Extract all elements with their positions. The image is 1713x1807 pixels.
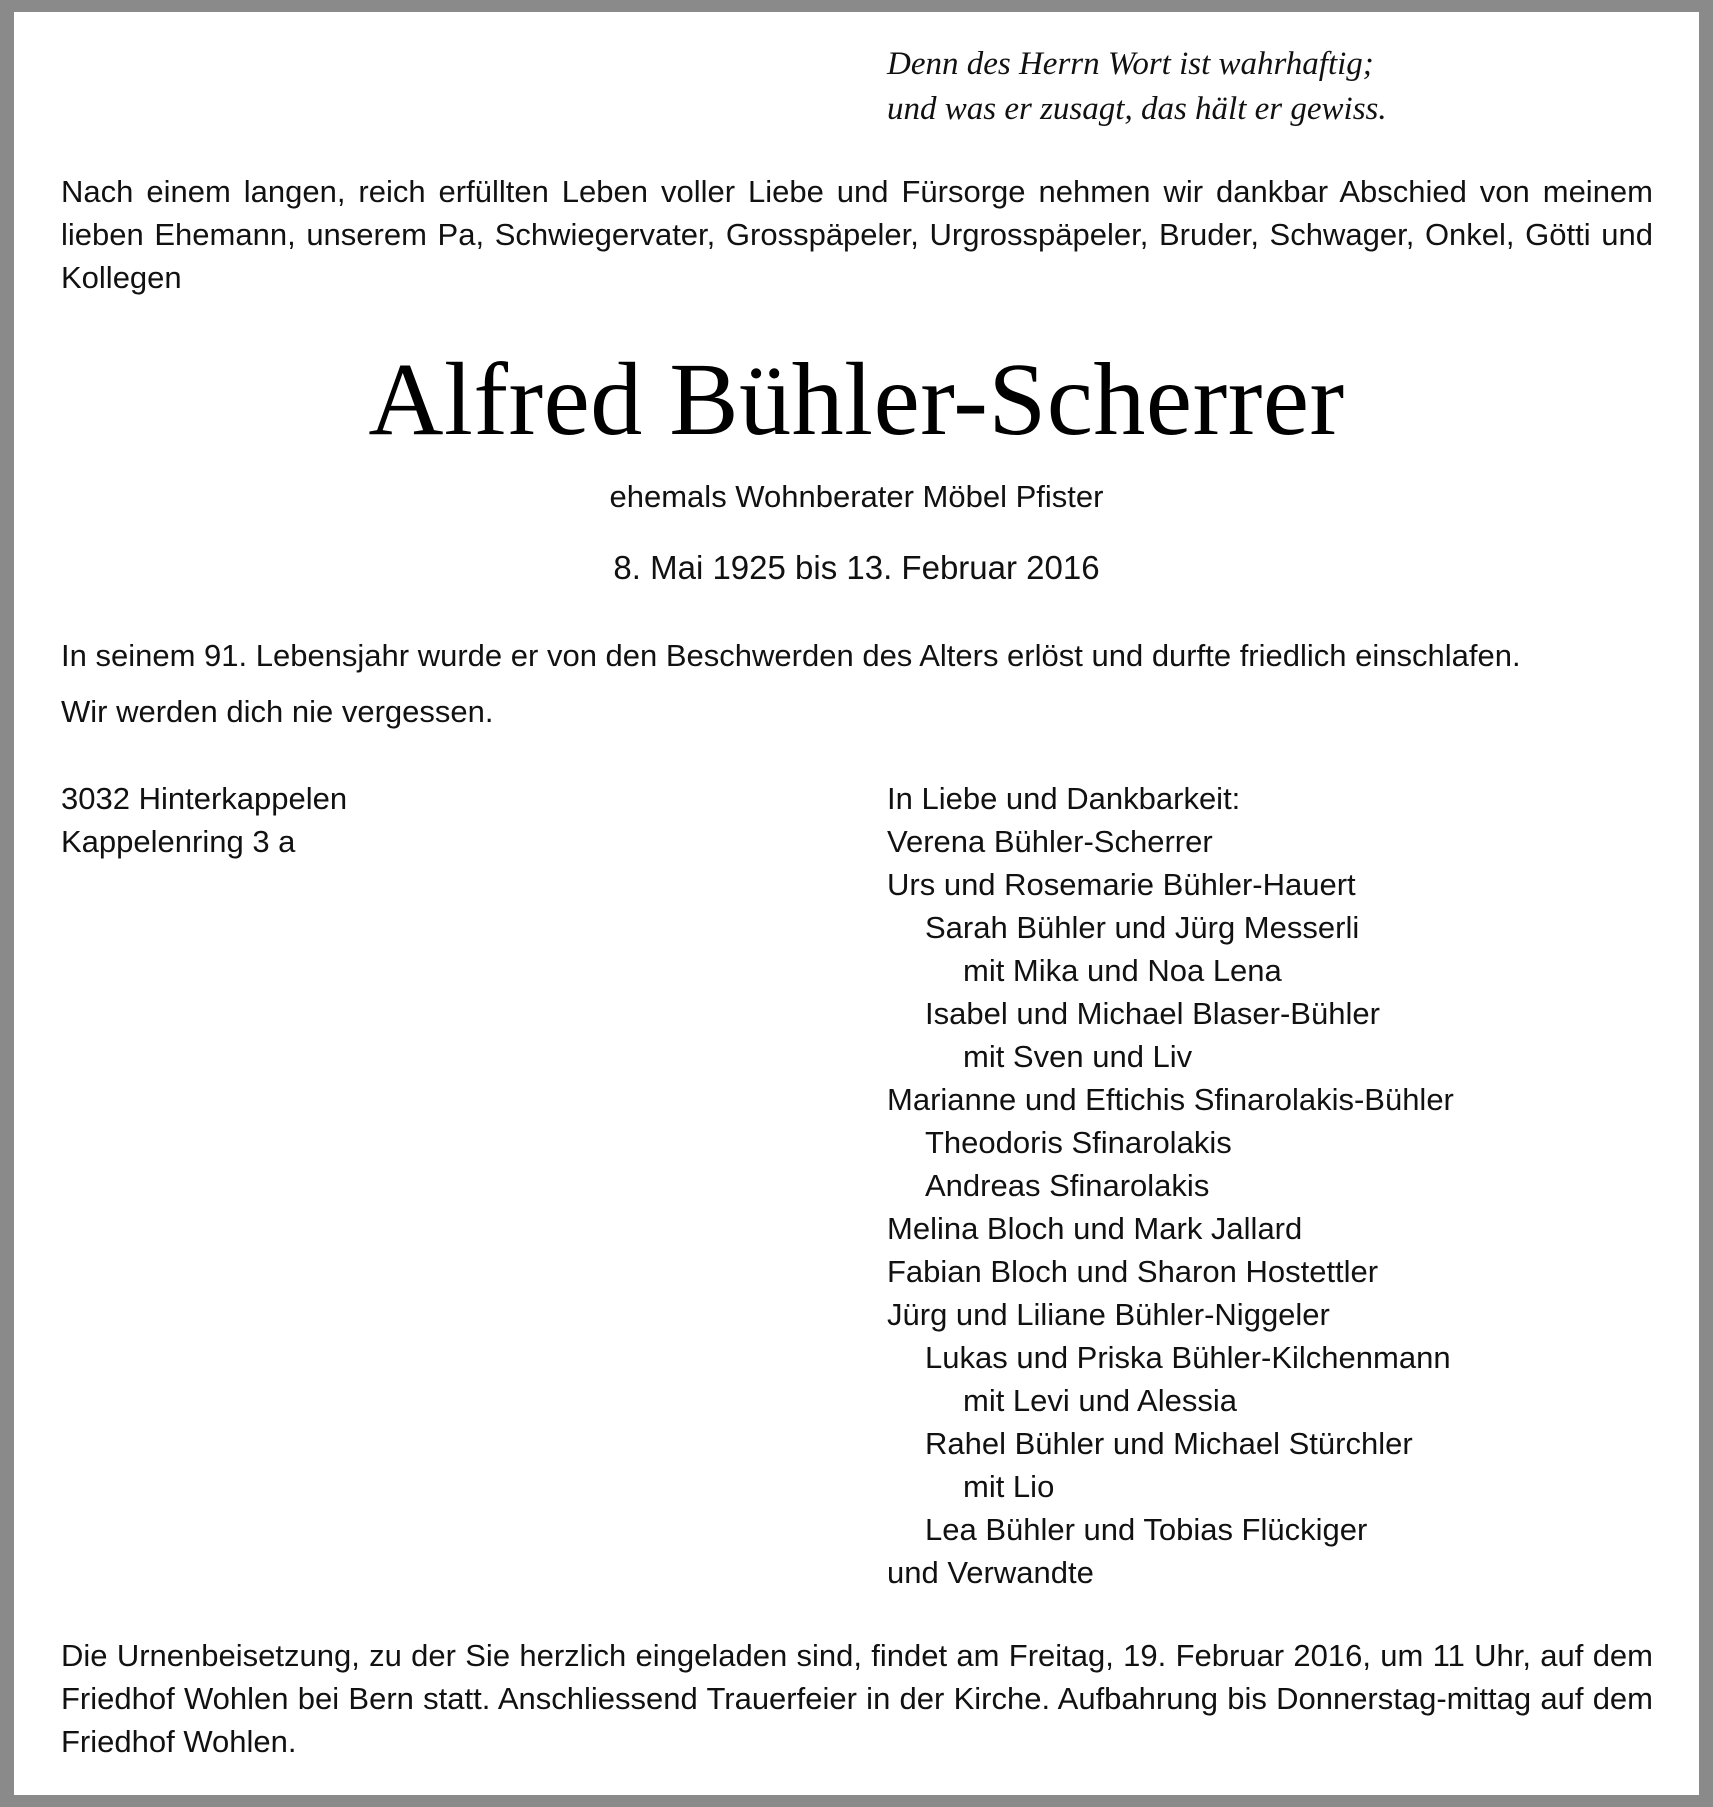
address-line: Kappelenring 3 a: [61, 824, 296, 859]
address-line: 3032 Hinterkappelen: [61, 781, 348, 816]
mourner-item: Theodoris Sfinarolakis: [925, 1125, 1232, 1160]
mourner-item: mit Levi und Alessia: [963, 1383, 1237, 1418]
mourner-item: Melina Bloch und Mark Jallard: [887, 1211, 1303, 1246]
deceased-occupation: ehemals Wohnberater Möbel Pfister: [609, 479, 1104, 514]
mourner-item: mit Sven und Liv: [963, 1039, 1193, 1074]
mourners-heading: In Liebe und Dankbarkeit:: [887, 781, 1241, 816]
bible-verse: [887, 42, 1387, 132]
mourner-item: Marianne und Eftichis Sfinarolakis-Bühler: [887, 1082, 1454, 1117]
mourner-item: mit Lio: [963, 1469, 1055, 1504]
mourner-item: Jürg und Liliane Bühler-Niggeler: [887, 1297, 1330, 1332]
life-dates: 8. Mai 1925 bis 13. Februar 2016: [613, 549, 1100, 586]
remembrance-line: Wir werden dich nie vergessen.: [61, 694, 494, 729]
farewell-message: In seinem 91. Lebensjahr wurde er von den Beschwerden des Alters erlöst und durfte friedlich einschlafen.: [61, 638, 1521, 673]
mourner-item: Rahel Bühler und Michael Stürchler: [925, 1426, 1413, 1461]
mourner-item: mit Mika und Noa Lena: [963, 953, 1282, 988]
mourners-list: [887, 777, 1454, 1594]
bible-verse-line: und was er zusagt, das hält er gewiss.: [887, 91, 1387, 127]
mourner-item: Lukas und Priska Bühler-Kilchenmann: [925, 1340, 1451, 1375]
bible-verse-line: Denn des Herrn Wort ist wahrhaftig;: [887, 46, 1374, 82]
mourner-item: und Verwandte: [887, 1555, 1094, 1590]
mourner-item: Isabel und Michael Blaser-Bühler: [925, 996, 1380, 1031]
mourner-item: Urs und Rosemarie Bühler-Hauert: [887, 867, 1356, 902]
funeral-details: Die Urnenbeisetzung, zu der Sie herzlich eingeladen sind, findet am Freitag, 19. Februar 2016, um 11 Uhr, auf dem Friedhof Wohlen bei Bern statt. Anschliessend Trauerfeier in der Kirche. Aufbahrung bis Donnerstag-mittag auf dem Friedhof Wohlen.: [61, 1638, 1653, 1759]
address-block: [61, 777, 347, 863]
mourner-item: Verena Bühler-Scherrer: [887, 824, 1213, 859]
mourners-members: [887, 820, 1454, 1594]
mourner-item: Lea Bühler und Tobias Flückiger: [925, 1512, 1368, 1547]
intro-paragraph: Nach einem langen, reich erfüllten Leben voller Liebe und Fürsorge nehmen wir dankbar Abschied von meinem lieben Ehemann, unserem Pa, Schwiegervater, Grosspäpeler, Urgrosspäpeler, Bruder, Schwager, Onkel, Götti und Kollegen: [61, 174, 1653, 295]
mourner-item: Fabian Bloch und Sharon Hostettler: [887, 1254, 1379, 1289]
deceased-name: Alfred Bühler-Scherrer: [368, 342, 1345, 457]
mourner-item: Andreas Sfinarolakis: [925, 1168, 1210, 1203]
mourner-item: Sarah Bühler und Jürg Messerli: [925, 910, 1360, 945]
